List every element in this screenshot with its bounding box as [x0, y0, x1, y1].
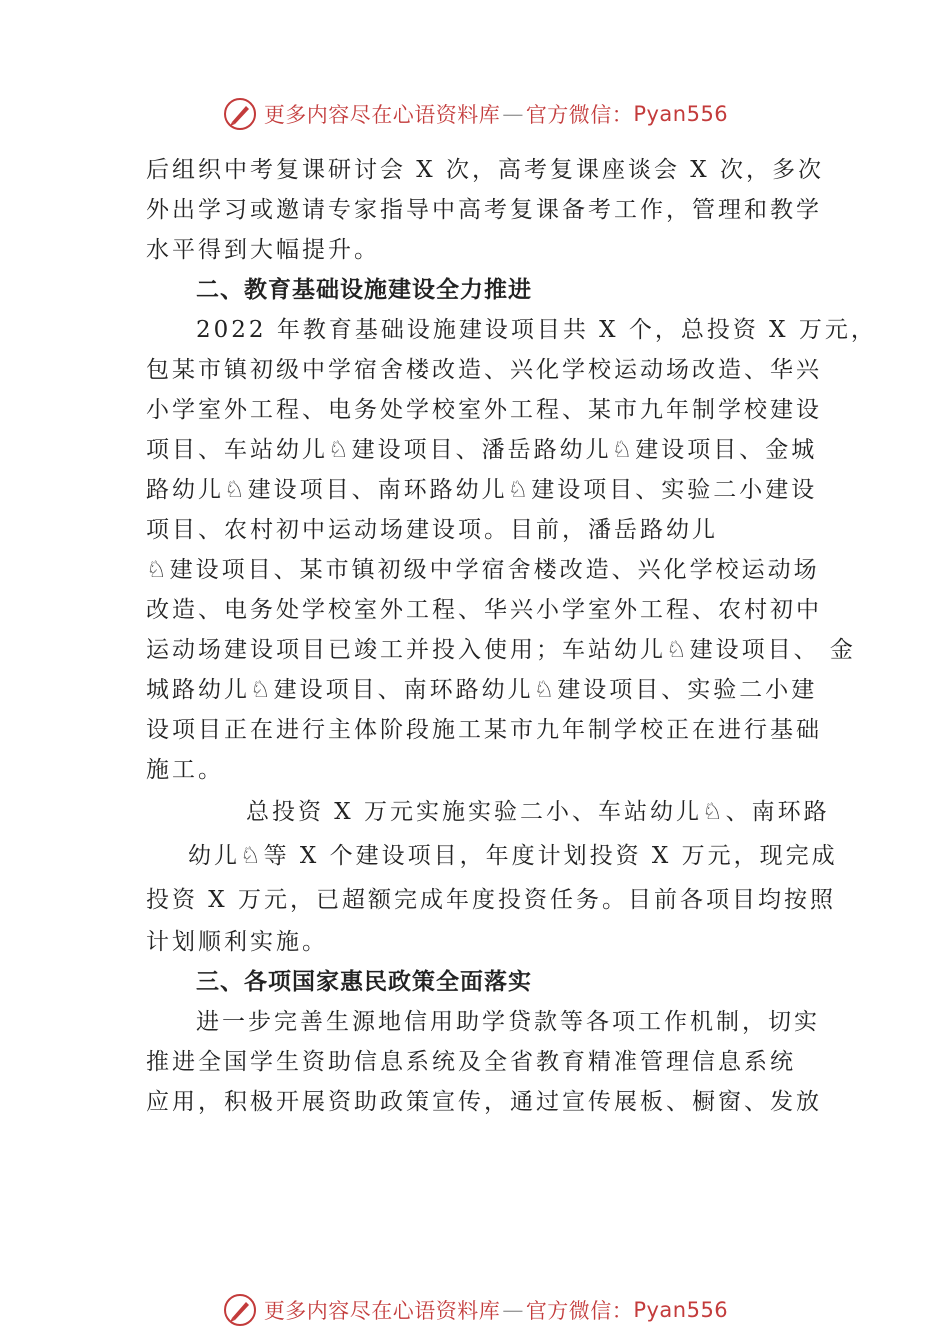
paragraph-line: 项目、农村初中运动场建设项。目前，潘岳路幼儿 — [146, 517, 718, 543]
watermark-handle: Pyan556 — [633, 102, 729, 126]
paragraph-line: 后组织中考复课研讨会 X 次，高考复课座谈会 X 次，多次 — [146, 157, 824, 183]
paragraph-line: 小学室外工程、电务处学校室外工程、某市九年制学校建设 — [146, 397, 822, 423]
paragraph-line: 改造、电务处学校室外工程、华兴小学室外工程、农村初中 — [146, 597, 822, 623]
watermark-label: 官方微信： — [525, 103, 634, 127]
paragraph-line: 城路幼儿♘建设项目、南环路幼儿♘建设项目、实验二小建 — [146, 677, 818, 703]
paragraph-line: 投资 X 万元，已超额完成年度投资任务。目前各项目均按照 — [146, 887, 836, 913]
paragraph-line: 施工。 — [146, 757, 224, 783]
paragraph-line: 水平得到大幅提升。 — [146, 237, 380, 263]
paragraph-line: 运动场建设项目已竣工并投入使用；车站幼儿♘建设项目、 金 — [146, 637, 856, 663]
paragraph-line: ♘建设项目、某市镇初级中学宿舍楼改造、兴化学校运动场 — [146, 557, 820, 583]
paragraph-line: 设项目正在进行主体阶段施工某市九年制学校正在进行基础 — [146, 717, 822, 743]
quill-logo-icon — [222, 96, 258, 132]
paragraph-line: 路幼儿♘建设项目、南环路幼儿♘建设项目、实验二小建设 — [146, 477, 818, 503]
paragraph-line: 推进全国学生资助信息系统及全省教育精准管理信息系统 — [146, 1049, 796, 1075]
paragraph-line: 进一步完善生源地信用助学贷款等各项工作机制，切实 — [196, 1009, 820, 1035]
watermark-text: 更多内容尽在心语资料库 — [263, 103, 501, 127]
paragraph-line: 项目、车站幼儿♘建设项目、潘岳路幼儿♘建设项目、金城 — [146, 437, 818, 463]
paragraph-line: 计划顺利实施。 — [146, 929, 328, 955]
watermark-header — [0, 94, 950, 134]
paragraph-line: 幼儿♘等 X 个建设项目，年度计划投资 X 万元，现完成 — [188, 843, 838, 869]
watermark-handle: Pyan556 — [633, 1298, 729, 1322]
watermark-separator: — — [502, 1298, 524, 1322]
paragraph-line: 应用，积极开展资助政策宣传，通过宣传展板、橱窗、发放 — [146, 1089, 822, 1115]
watermark-text: 更多内容尽在心语资料库 — [263, 1299, 501, 1323]
watermark-footer — [0, 1290, 950, 1330]
paragraph-line: 2022 年教育基础设施建设项目共 X 个，总投资 X 万元， — [196, 317, 877, 343]
paragraph-line: 包某市镇初级中学宿舍楼改造、兴化学校运动场改造、华兴 — [146, 357, 822, 383]
document-body — [146, 150, 877, 1122]
watermark-label: 官方微信： — [525, 1299, 634, 1323]
section-heading: 三、各项国家惠民政策全面落实 — [196, 969, 532, 995]
paragraph-line: 总投资 X 万元实施实验二小、车站幼儿♘、南环路 — [246, 799, 830, 825]
watermark-separator: — — [502, 102, 524, 126]
quill-logo-icon — [222, 1292, 258, 1328]
section-heading: 二、教育基础设施建设全力推进 — [196, 277, 532, 303]
paragraph-line: 外出学习或邀请专家指导中高考复课备考工作，管理和教学 — [146, 197, 822, 223]
